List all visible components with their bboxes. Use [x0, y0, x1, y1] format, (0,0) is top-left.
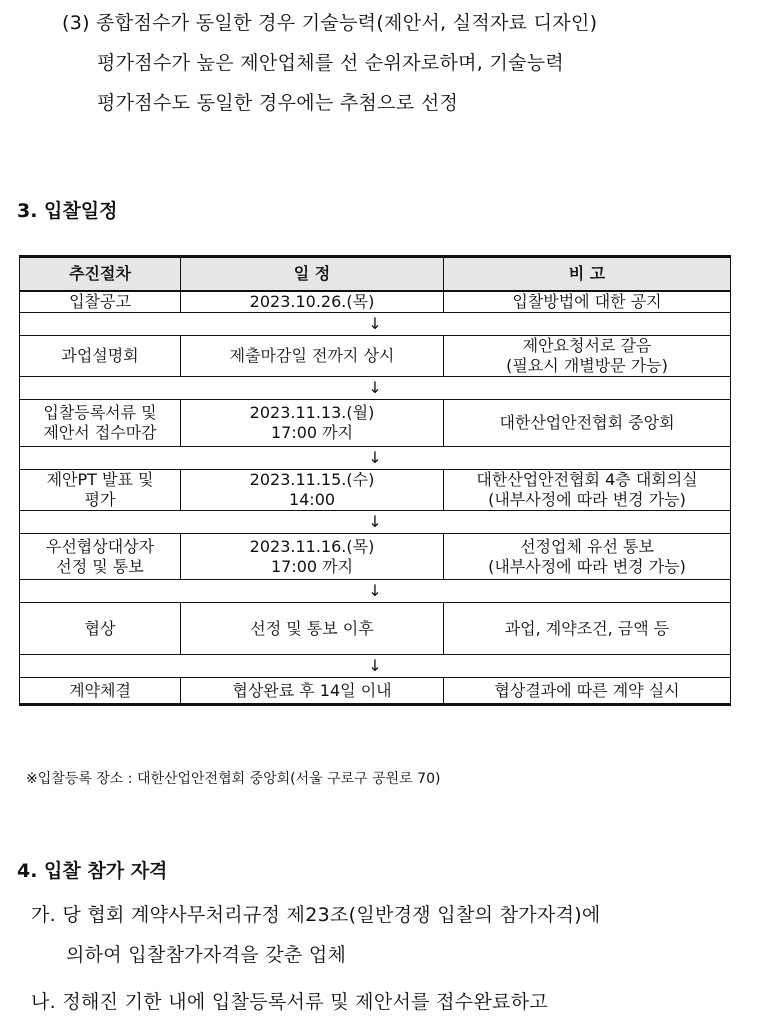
schedule-arrow-row [20, 447, 731, 470]
schedule-note-text: 대한산업안전협회 4층 대회의실 [476, 470, 698, 489]
schedule-note-cell [444, 336, 731, 377]
section-3-title: 3. 입찰일정 [17, 200, 118, 222]
schedule-step-text: 협상 [84, 618, 116, 638]
down-arrow-icon: ↓ [20, 655, 731, 678]
schedule-date-cell [181, 603, 444, 655]
schedule-date-text: 17:00 까지 [270, 423, 354, 442]
schedule-note-text: 과업, 계약조건, 금액 등 [504, 618, 670, 638]
schedule-note-text: 선정업체 유선 통보 [520, 536, 654, 556]
schedule-note-cell [444, 470, 731, 511]
intro-line-1: (3) 종합점수가 동일한 경우 기술능력(제안서, 실적자료 디자인) [62, 12, 598, 34]
schedule-date-cell [181, 291, 444, 313]
schedule-step-text: 제안PT 발표 및 [46, 470, 154, 489]
down-arrow-icon: ↓ [20, 447, 731, 470]
schedule-header-row [20, 257, 731, 292]
schedule-date-text: 2023.11.15.(수) [249, 470, 375, 489]
schedule-note-cell [444, 534, 731, 580]
schedule-step-text: 선정 및 통보 [56, 556, 144, 576]
schedule-step-text: 입찰등록서류 및 [43, 403, 157, 422]
schedule-table [19, 255, 731, 706]
schedule-note-text: (내부사정에 따라 변경 가능) [488, 556, 686, 576]
schedule-date-cell [181, 534, 444, 580]
schedule-date-cell [181, 400, 444, 447]
schedule-date-text: 17:00 까지 [270, 556, 354, 576]
schedule-note-cell [444, 291, 731, 313]
table-row [20, 400, 731, 447]
schedule-date-text: 제출마감일 전까지 상시 [229, 346, 395, 365]
intro-line-3: 평가점수도 동일한 경우에는 추첨으로 선정 [97, 92, 459, 114]
schedule-date-text: 14:00 [288, 490, 336, 509]
schedule-step-cell [20, 400, 181, 447]
schedule-header-cell: 추진절차 [20, 257, 181, 292]
table-row [20, 603, 731, 655]
schedule-step-cell [20, 678, 181, 705]
schedule-note-text: 입찰방법에 대한 공지 [512, 292, 662, 311]
schedule-note-text: (필요시 개별방문 가능) [506, 356, 668, 375]
schedule-date-text: 2023.11.16.(목) [249, 536, 375, 556]
section-4-item-na-line-1: 나. 정해진 기한 내에 입찰등록서류 및 제안서를 접수완료하고 [31, 991, 549, 1013]
schedule-step-cell [20, 470, 181, 511]
schedule-arrow-row [20, 580, 731, 603]
down-arrow-icon: ↓ [20, 580, 731, 603]
schedule-step-cell [20, 291, 181, 313]
schedule-note-text: 대한산업안전협회 중앙회 [499, 413, 675, 432]
section-4-title: 4. 입찰 참가 자격 [17, 860, 168, 882]
schedule-date-cell [181, 470, 444, 511]
schedule-arrow-row [20, 313, 731, 336]
down-arrow-icon: ↓ [20, 313, 731, 336]
table-row [20, 291, 731, 313]
schedule-step-text: 과업설명회 [61, 346, 139, 365]
table-row [20, 678, 731, 705]
schedule-arrow-row [20, 511, 731, 534]
schedule-date-cell [181, 678, 444, 705]
schedule-header-cell: 비 고 [444, 257, 731, 292]
schedule-date-text: 2023.10.26.(목) [249, 292, 375, 311]
intro-line-2: 평가점수가 높은 제안업체를 선 순위자로하며, 기술능력 [97, 52, 565, 74]
schedule-note-text: (내부사정에 따라 변경 가능) [488, 490, 686, 509]
schedule-date-text: 2023.11.13.(월) [249, 403, 375, 422]
schedule-step-cell [20, 603, 181, 655]
schedule-step-cell [20, 534, 181, 580]
down-arrow-icon: ↓ [20, 511, 731, 534]
schedule-step-text: 계약체결 [69, 680, 131, 700]
schedule-note-cell [444, 678, 731, 705]
section-4-item-ga-line-2: 의하여 입찰참가자격을 갖춘 업체 [66, 944, 347, 966]
table-row [20, 336, 731, 377]
schedule-step-cell [20, 336, 181, 377]
schedule-date-text: 선정 및 통보 이후 [250, 618, 374, 638]
schedule-step-text: 입찰공고 [69, 292, 131, 311]
schedule-step-text: 우선협상대상자 [45, 536, 155, 556]
schedule-arrow-row [20, 655, 731, 678]
schedule-header-cell: 일 정 [181, 257, 444, 292]
down-arrow-icon: ↓ [20, 377, 731, 400]
section-4-item-ga-line-1: 가. 당 협회 계약사무처리규정 제23조(일반경쟁 입찰의 참가자격)에 [31, 904, 601, 926]
schedule-date-cell [181, 336, 444, 377]
schedule-step-text: 평가 [84, 490, 116, 509]
schedule-step-text: 제안서 접수마감 [43, 423, 157, 442]
table-row [20, 470, 731, 511]
table-row [20, 534, 731, 580]
schedule-arrow-row [20, 377, 731, 400]
schedule-footnote: ※입찰등록 장소 : 대한산업안전협회 중앙회(서울 구로구 공원로 70) [26, 771, 441, 787]
schedule-note-text: 협상결과에 따른 계약 실시 [494, 680, 680, 700]
schedule-note-cell [444, 603, 731, 655]
schedule-date-text: 협상완료 후 14일 이내 [232, 680, 392, 700]
schedule-note-text: 제안요청서로 갈음 [522, 336, 652, 355]
schedule-note-cell [444, 400, 731, 447]
